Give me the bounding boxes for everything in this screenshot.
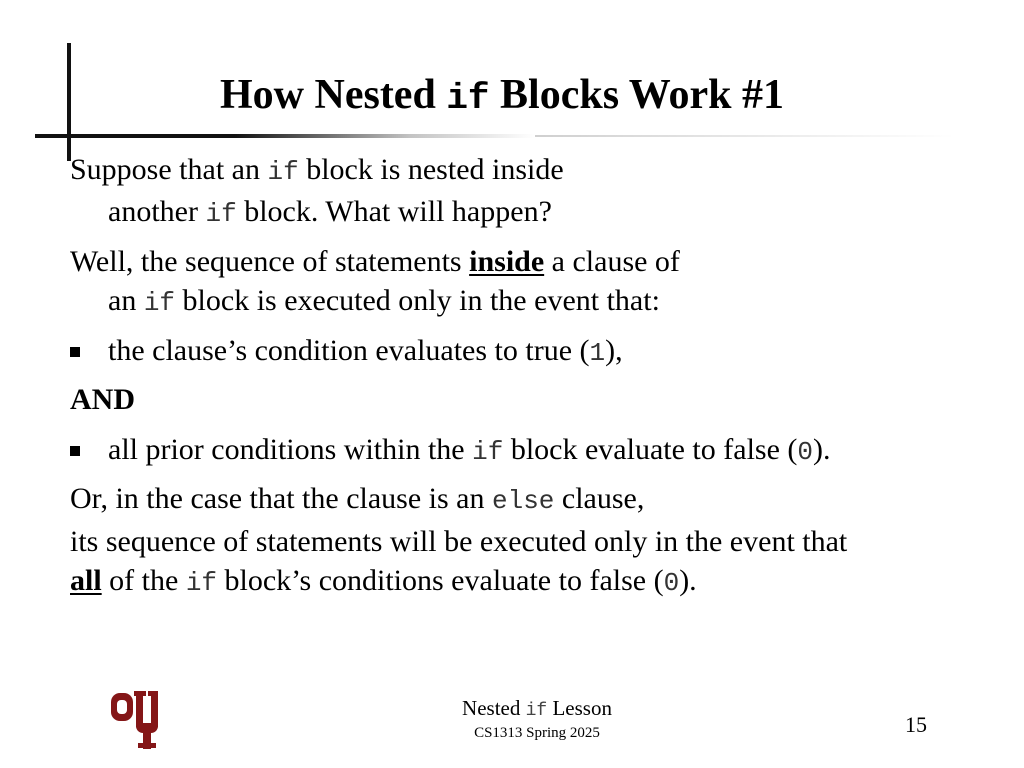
paragraph-3-line-1: Or, in the case that the clause is an else clause, <box>70 482 645 516</box>
paragraph-1-line-1: Suppose that an if block is nested inside <box>70 153 564 187</box>
emphasis-all: all <box>70 564 102 597</box>
and-label: AND <box>70 383 135 416</box>
bullet-marker <box>70 446 80 456</box>
decorative-vertical-rule <box>67 43 71 161</box>
slide-title: How Nested if Blocks Work #1 <box>220 72 784 119</box>
bullet-item-2: all prior conditions within the if block evaluate to false (0). <box>108 433 831 467</box>
decorative-horizontal-rule-fade <box>535 135 955 137</box>
decorative-horizontal-rule <box>35 134 535 138</box>
page-number: 15 <box>905 712 927 737</box>
paragraph-3-line-2: its sequence of statements will be executed only in the event that <box>70 525 848 558</box>
footer-lesson-title: Nested if Lesson <box>462 696 612 721</box>
bullet-item-1: the clause’s condition evaluates to true (1), <box>108 334 623 368</box>
paragraph-2-line-1: Well, the sequence of statements inside a clause of <box>70 245 680 278</box>
bullet-marker <box>70 347 80 357</box>
paragraph-1-line-2: another if block. What will happen? <box>108 195 552 229</box>
footer-course: CS1313 Spring 2025 <box>474 725 600 741</box>
ou-logo <box>110 689 158 751</box>
emphasis-inside: inside <box>469 245 545 278</box>
paragraph-3-line-3: all of the if block’s conditions evaluate to false (0). <box>70 564 697 598</box>
paragraph-2-line-2: an if block is executed only in the event that: <box>108 284 660 318</box>
